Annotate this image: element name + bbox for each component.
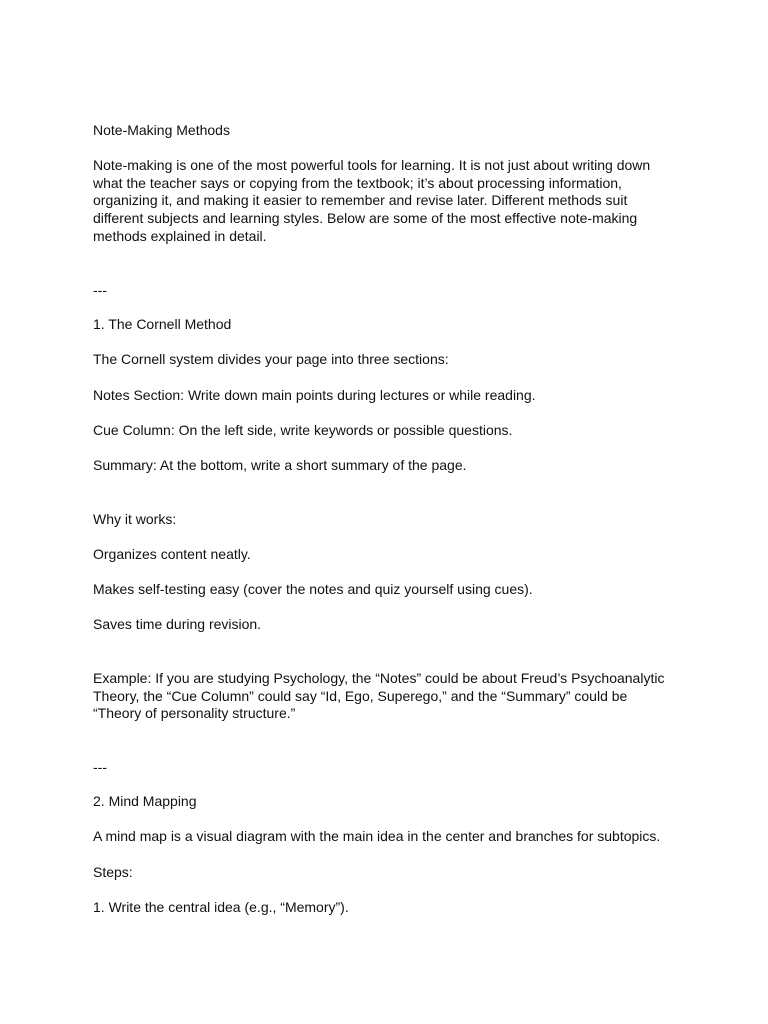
intro-line: Note-making is one of the most powerful tools for learning. It is not just about writing down bbox=[93, 157, 651, 173]
cornell-example bbox=[93, 670, 683, 723]
cornell-cue-column: Cue Column: On the left side, write keywords or possible questions. bbox=[93, 422, 513, 438]
example-line: Example: If you are studying Psychology, the “Notes” could be about Freud’s Psychoanalytic bbox=[93, 670, 665, 686]
section-heading-cornell: 1. The Cornell Method bbox=[93, 316, 232, 332]
intro-line: what the teacher says or copying from the textbook; it’s about processing information, bbox=[93, 174, 622, 191]
section-heading-mind-mapping: 2. Mind Mapping bbox=[93, 793, 197, 809]
example-line: Theory, the “Cue Column” could say “Id, Ego, Superego,” and the “Summary” could be bbox=[93, 687, 628, 704]
why-item: Makes self-testing easy (cover the notes and quiz yourself using cues). bbox=[93, 581, 533, 597]
mind-mapping-lead: A mind map is a visual diagram with the main idea in the center and branches for subtopics. bbox=[93, 828, 661, 844]
intro-line: different subjects and learning styles. Below are some of the most effective note-making bbox=[93, 210, 638, 227]
steps-heading: Steps: bbox=[93, 864, 133, 880]
why-item: Organizes content neatly. bbox=[93, 546, 251, 562]
intro-line: organizing it, and making it easier to remember and revise later. Different methods suit bbox=[93, 192, 628, 209]
why-it-works-heading: Why it works: bbox=[93, 511, 177, 527]
cornell-summary: Summary: At the bottom, write a short summary of the page. bbox=[93, 457, 467, 473]
separator: --- bbox=[93, 759, 107, 775]
step-item: 1. Write the central idea (e.g., “Memory”). bbox=[93, 899, 349, 915]
cornell-notes-section: Notes Section: Write down main points during lectures or while reading. bbox=[93, 387, 536, 403]
cornell-lead: The Cornell system divides your page into three sections: bbox=[93, 351, 449, 367]
document-title: Note-Making Methods bbox=[93, 122, 230, 138]
intro-paragraph bbox=[93, 157, 683, 246]
why-item: Saves time during revision. bbox=[93, 616, 262, 632]
intro-line: methods explained in detail. bbox=[93, 227, 267, 244]
example-line: “Theory of personality structure.” bbox=[93, 705, 296, 722]
separator: --- bbox=[93, 282, 107, 298]
